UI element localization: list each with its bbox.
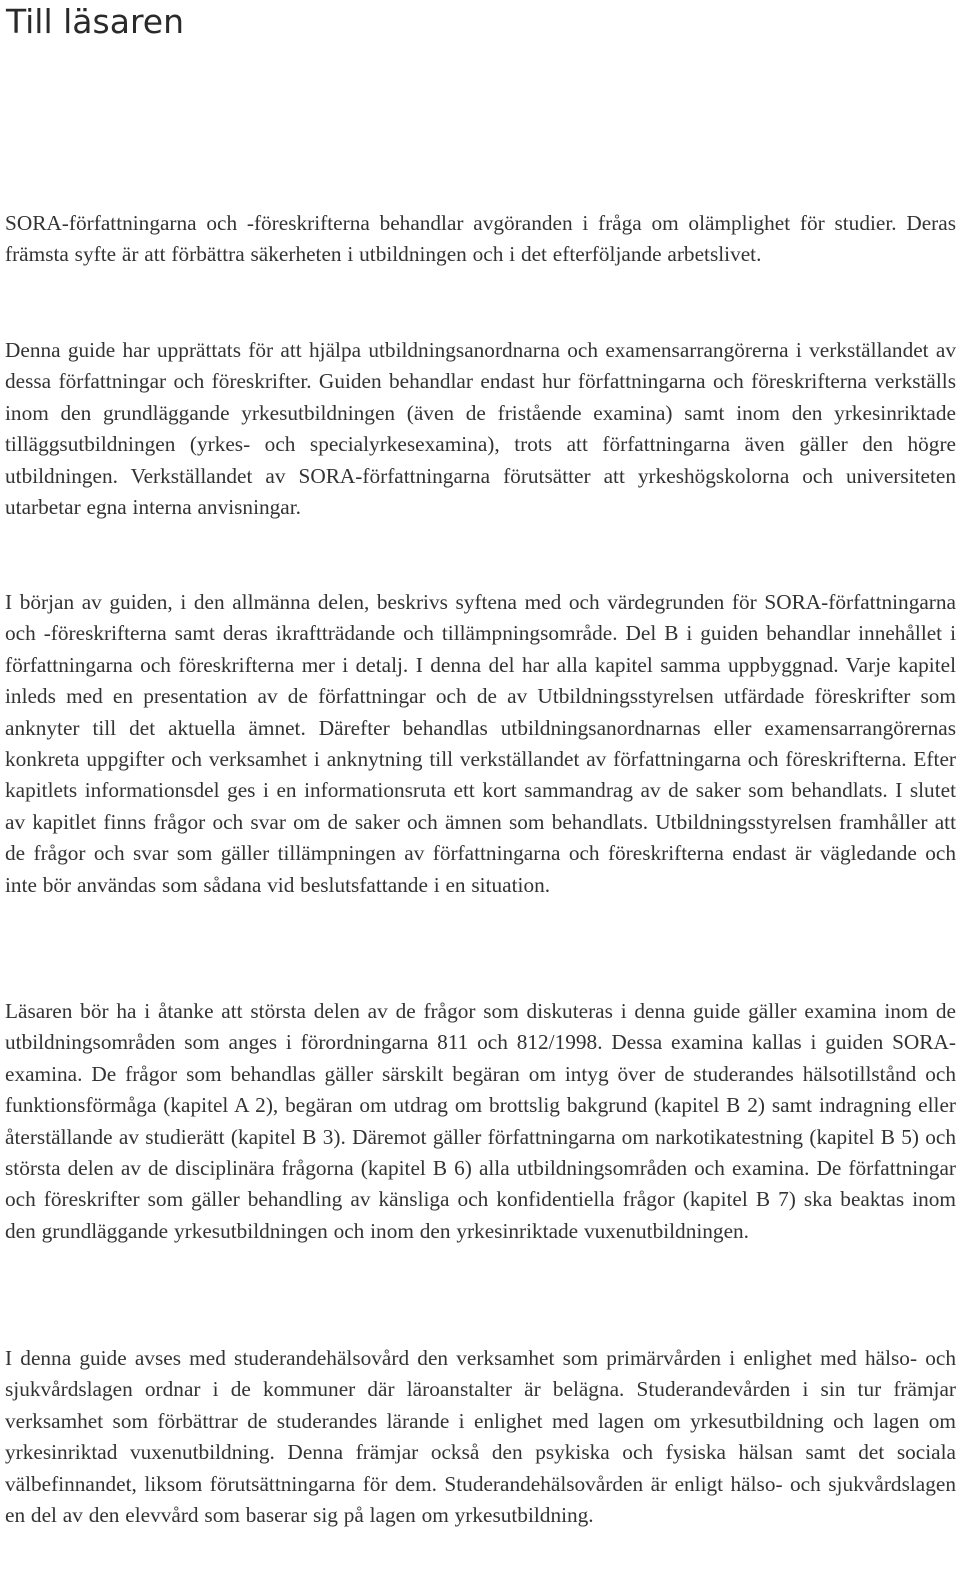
paragraph-guide-structure: I början av guiden, i den allmänna delen, beskrivs syftena med och värdegrunden för SORA-författningarna och -föreskrifterna samt deras ikraftträdande och tillämpningsområde. Del B i guiden behandlar innehållet i författningarna och föreskrifterna mer i detalj. I denna del har alla kapitel samma uppbyggnad. Varje kapitel inleds med en presentation av de författningar och de av Utbildningsstyrelsen utfärdade föreskrifter som anknyter till det aktuella ämnet. Därefter behandlas utbildningsanordnarnas eller examensarrangörernas konkreta uppgifter och verksamhet i anknytning till verkställandet av författningarna och föreskrifterna. Efter kapitlets informationsdel ges i en informationsruta ett kort sammandrag av de saker som behandlats. I slutet av kapitlet finns frågor och svar om de saker och ämnen som behandlats. Utbildningsstyrelsen framhåller att de frågor och svar som gäller tillämpningen av författningarna och föreskrifterna endast är vägledande och inte bör användas som sådana vid beslutsfattande i en situation. <box>5 590 956 897</box>
paragraph-sora-examina: Läsaren bör ha i åtanke att största delen av de frågor som diskuteras i denna guide gäller examina inom de utbildningsområden som anges i förordningarna 811 och 812/1998. Dessa examina kallas i guiden SORA-examina. De frågor som behandlas gäller särskilt begäran om intyg över de studerandes hälsotillstånd och funktionsförmåga (kapitel A 2), begäran om utdrag om brottslig bakgrund (kapitel B 2) samt indragning eller återställande av studierätt (kapitel B 3). Däremot gäller författningarna om narkotikatestning (kapitel B 5) och största delen av de disciplinära frågorna (kapitel B 6) alla utbildningsområden och examina. De författningar och föreskrifter som gäller behandling av känsliga och konfidentiella frågor (kapitel B 7) ska beaktas inom den grundläggande yrkesutbildningen och inom den yrkesinriktade vuxenutbildningen. <box>5 999 956 1243</box>
page-title: Till läsaren <box>6 2 185 41</box>
paragraph-studerandehalsovard: I denna guide avses med studerandehälsovård den verksamhet som primärvården i enlighet med hälso- och sjukvårdslagen ordnar i de kommuner där läroanstalter är belägna. Studerandevården i sin tur främjar verksamhet som förbättrar de studerandes lärande i enlighet med lagen om yrkesutbildning och lagen om yrkesinriktad vuxenutbildning. Denna främjar också den psykiska och fysiska hälsan samt det sociala välbefinnandet, liksom förutsättningarna för dem. Studerandehälsovården är enligt hälso- och sjukvårdslagen en del av den elevvård som baserar sig på lagen om yrkesutbildning. <box>5 1346 956 1528</box>
paragraph-purpose: SORA-författningarna och -föreskrifterna behandlar avgöranden i fråga om olämplighet för studier. Deras främsta syfte är att förbättra säkerheten i utbildningen och i det efterföljande arbetslivet. <box>5 211 956 267</box>
paragraph-guide-scope: Denna guide har upprättats för att hjälpa utbildningsanordnarna och examensarrangörerna i verkställandet av dessa författningar och föreskrifter. Guiden behandlar endast hur författningarna och föreskrifterna verkställs inom den grundläggande yrkesutbildningen (även de fristående examina) samt inom den yrkesinriktade tilläggsutbildningen (yrkes- och specialyrkesexamina), trots att författningarna även gäller den högre utbildningen. Verkställandet av SORA-författningarna förutsätter att yrkeshögskolorna och universiteten utarbetar egna interna anvisningar. <box>5 338 956 520</box>
